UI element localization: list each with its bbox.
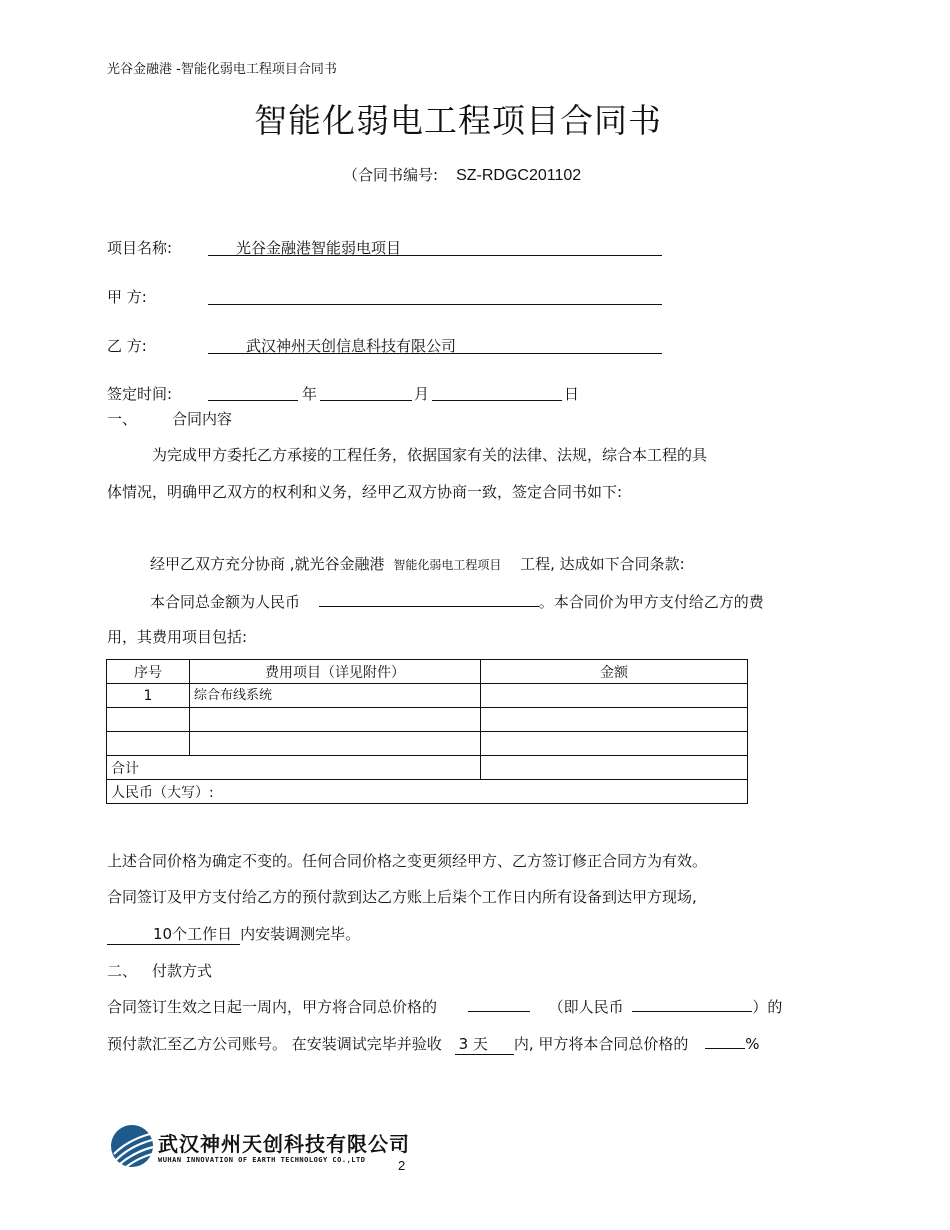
contract-number-label: （合同书编号: bbox=[343, 166, 439, 184]
page-title: 智能化弱电工程项目合同书 bbox=[254, 101, 662, 140]
year-blank bbox=[208, 400, 298, 401]
payment-line2-part-a: 预付款汇至乙方公司账号。 在安装调试完毕并验收 bbox=[107, 1035, 442, 1053]
contract-number bbox=[343, 164, 581, 185]
section1-para3-line1 bbox=[150, 590, 764, 612]
section1-number: 一、 bbox=[107, 410, 138, 428]
col-header-item: 费用项目（详见附件） bbox=[190, 660, 481, 684]
party-b-label: 乙 方: bbox=[107, 337, 147, 355]
party-b-value: 武汉神州天创信息科技有限公司 bbox=[246, 337, 457, 355]
fee-table bbox=[106, 659, 748, 804]
signing-date-label: 签定时间: bbox=[107, 385, 173, 403]
table-row bbox=[107, 708, 748, 732]
price-fixed-clause: 上述合同价格为确定不变的。任何合同价格之变更须经甲方、乙方签订修正合同方为有效。 bbox=[107, 852, 708, 870]
company-logo-icon bbox=[110, 1124, 154, 1172]
install-clause bbox=[107, 923, 360, 945]
project-name-value: 光谷金融港智能弱电项目 bbox=[236, 239, 402, 257]
section1-para2 bbox=[150, 553, 685, 574]
contract-number-code: SZ-RDGC201102 bbox=[456, 167, 582, 184]
section1-para3-line2: 用，其费用项目包括: bbox=[107, 628, 248, 646]
row-item bbox=[190, 708, 481, 732]
row-amount bbox=[481, 732, 748, 756]
section2-number: 二、 bbox=[107, 962, 138, 980]
row-index bbox=[107, 732, 190, 756]
section1-para1-line1: 为完成甲方委托乙方承接的工程任务，依据国家有关的法律、法规，综合本工程的具 bbox=[152, 446, 708, 464]
day-label: 日 bbox=[564, 385, 580, 403]
project-name-label: 项目名称: bbox=[107, 239, 173, 257]
para2-part-b: 智能化弱电工程项目 bbox=[393, 558, 502, 572]
install-clause-rest: 内安装调测完毕。 bbox=[240, 925, 361, 943]
table-row bbox=[107, 732, 748, 756]
day-blank bbox=[432, 400, 562, 401]
para3-part-a: 本合同总金额为人民币 bbox=[150, 593, 301, 611]
col-header-index: 序号 bbox=[107, 660, 190, 684]
row-amount bbox=[481, 684, 748, 708]
year-label: 年 bbox=[302, 385, 318, 403]
company-name-cn: 武汉神州天创科技有限公司 bbox=[158, 1132, 410, 1156]
payment-line1-part-b: （即人民币 bbox=[548, 998, 624, 1016]
prepay-percent-blank bbox=[468, 995, 530, 1012]
rmb-uppercase-label: 人民币（大写）: bbox=[107, 780, 748, 804]
section1-para1-line2: 体情况，明确甲乙双方的权利和义务，经甲乙双方协商一致，签定合同书如下: bbox=[107, 483, 623, 501]
payment-line2-part-b: 内, 甲方将本合同总价格的 bbox=[513, 1035, 689, 1053]
delivery-clause: 合同签订及甲方支付给乙方的预付款到达乙方账上后柒个工作日内所有设备到达甲方现场, bbox=[107, 888, 697, 906]
month-blank bbox=[320, 400, 412, 401]
row-item: 综合布线系统 bbox=[190, 684, 481, 708]
acceptance-days-value: 3 天 bbox=[455, 1033, 514, 1055]
payment-line1 bbox=[107, 995, 782, 1017]
final-percent-blank bbox=[705, 1032, 745, 1049]
month-label: 月 bbox=[414, 385, 430, 403]
company-name-en: WUHAN INNOVATION OF EARTH TECHNOLOGY CO.,LTD bbox=[158, 1156, 366, 1164]
col-header-amount: 金额 bbox=[481, 660, 748, 684]
table-row bbox=[107, 684, 748, 708]
payment-line1-part-c: ）的 bbox=[752, 998, 783, 1016]
running-header: 光谷金融港 -智能化弱电工程项目合同书 bbox=[107, 62, 337, 77]
page-number: 2 bbox=[398, 1158, 406, 1173]
row-item bbox=[190, 732, 481, 756]
row-amount bbox=[481, 708, 748, 732]
para2-part-a: 经甲乙双方充分协商 ,就光谷金融港 bbox=[150, 555, 385, 573]
party-a-label: 甲 方: bbox=[107, 288, 147, 306]
prepay-amount-blank bbox=[632, 995, 752, 1012]
para3-part-b: 。本合同价为甲方支付给乙方的费 bbox=[538, 593, 764, 611]
install-days-value: 10个工作日 bbox=[107, 923, 240, 945]
total-label: 合计 bbox=[107, 756, 481, 780]
total-amount bbox=[481, 756, 748, 780]
total-amount-blank bbox=[319, 590, 539, 607]
para2-part-c: 工程, 达成如下合同条款: bbox=[520, 555, 685, 573]
percent-sign: % bbox=[745, 1035, 760, 1053]
rmb-row bbox=[107, 780, 748, 804]
section1-heading: 合同内容 bbox=[172, 410, 233, 428]
fee-table-header-row bbox=[107, 660, 748, 684]
total-row bbox=[107, 756, 748, 780]
payment-line1-part-a: 合同签订生效之日起一周内，甲方将合同总价格的 bbox=[107, 998, 438, 1016]
row-index bbox=[107, 708, 190, 732]
row-index: 1 bbox=[107, 684, 190, 708]
payment-line2 bbox=[107, 1032, 759, 1055]
section2-heading: 付款方式 bbox=[152, 962, 213, 980]
party-a-line bbox=[208, 304, 662, 305]
